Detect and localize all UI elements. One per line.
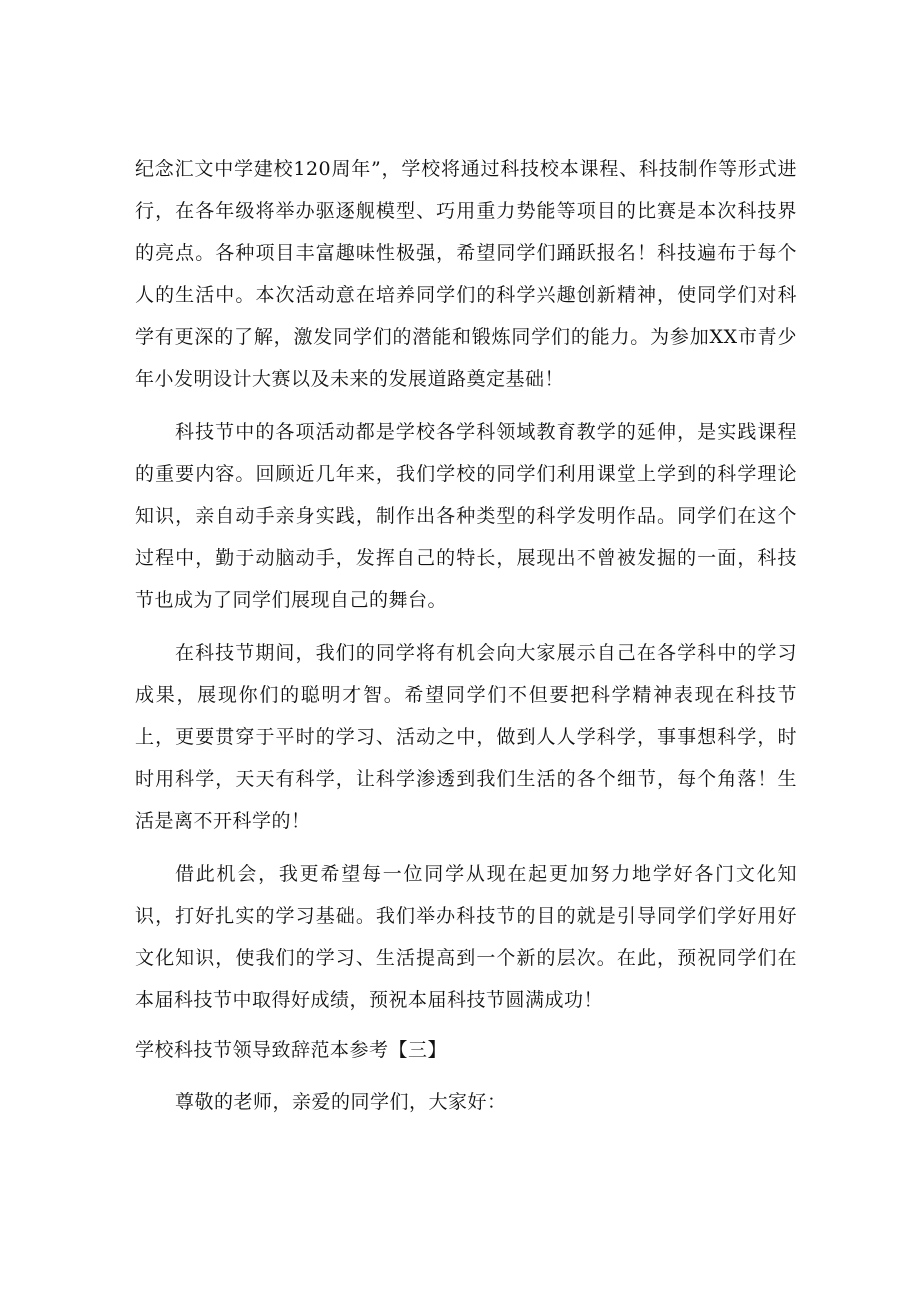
paragraph-2: 科技节中的各项活动都是学校各学科领域教育教学的延伸，是实践课程的重要内容。回顾近几年来，我们学校的同学们利用课堂上学到的科学理论知识，亲自动手亲身实践，制作出各种类型的科学发明作品。同学们在这个过程中，勤于动脑动手，发挥自己的特长，展现出不曾被发掘的一面，科技节也成为了同学们展现自己的舞台。 [135,421,797,611]
paragraph-1: 纪念汇文中学建校120周年”，学校将通过科技校本课程、科技制作等形式进行，在各年级将举办驱逐舰模型、巧用重力势能等项目的比赛是本次科技界的亮点。各种项目丰富趣味性极强，希望同学们踊跃报名！科技遍布于每个人的生活中。本次活动意在培养同学们的科学兴趣创新精神，使同学们对科学有更深的了解，激发同学们的潜能和锻炼同学们的能力。为参加XX市青少年小发明设计大赛以及未来的发展道路奠定基础！ [135,158,797,390]
section-heading: 学校科技节领导致辞范本参考【三】 [135,1039,448,1061]
document-body [135,148,797,1123]
paragraph-4: 借此机会，我更希望每一位同学从现在起更加努力地学好各门文化知识，打好扎实的学习基础。我们举办科技节的目的就是引导同学们学好用好文化知识，使我们的学习、生活提高到一个新的层次。在此，预祝同学们在本届科技节中取得好成绩，预祝本届科技节圆满成功！ [135,863,797,1011]
greeting-line: 尊敬的老师，亲爱的同学们，大家好： [175,1091,507,1113]
paragraph-3: 在科技节期间，我们的同学将有机会向大家展示自己在各学科中的学习成果，展现你们的聪明才智。希望同学们不但要把科学精神表现在科技节上，更要贯穿于平时的学习、活动之中，做到人人学科学，事事想科学，时时用科学，天天有科学，让科学渗透到我们生活的各个细节，每个角落！生活是离不开科学的！ [135,642,797,832]
